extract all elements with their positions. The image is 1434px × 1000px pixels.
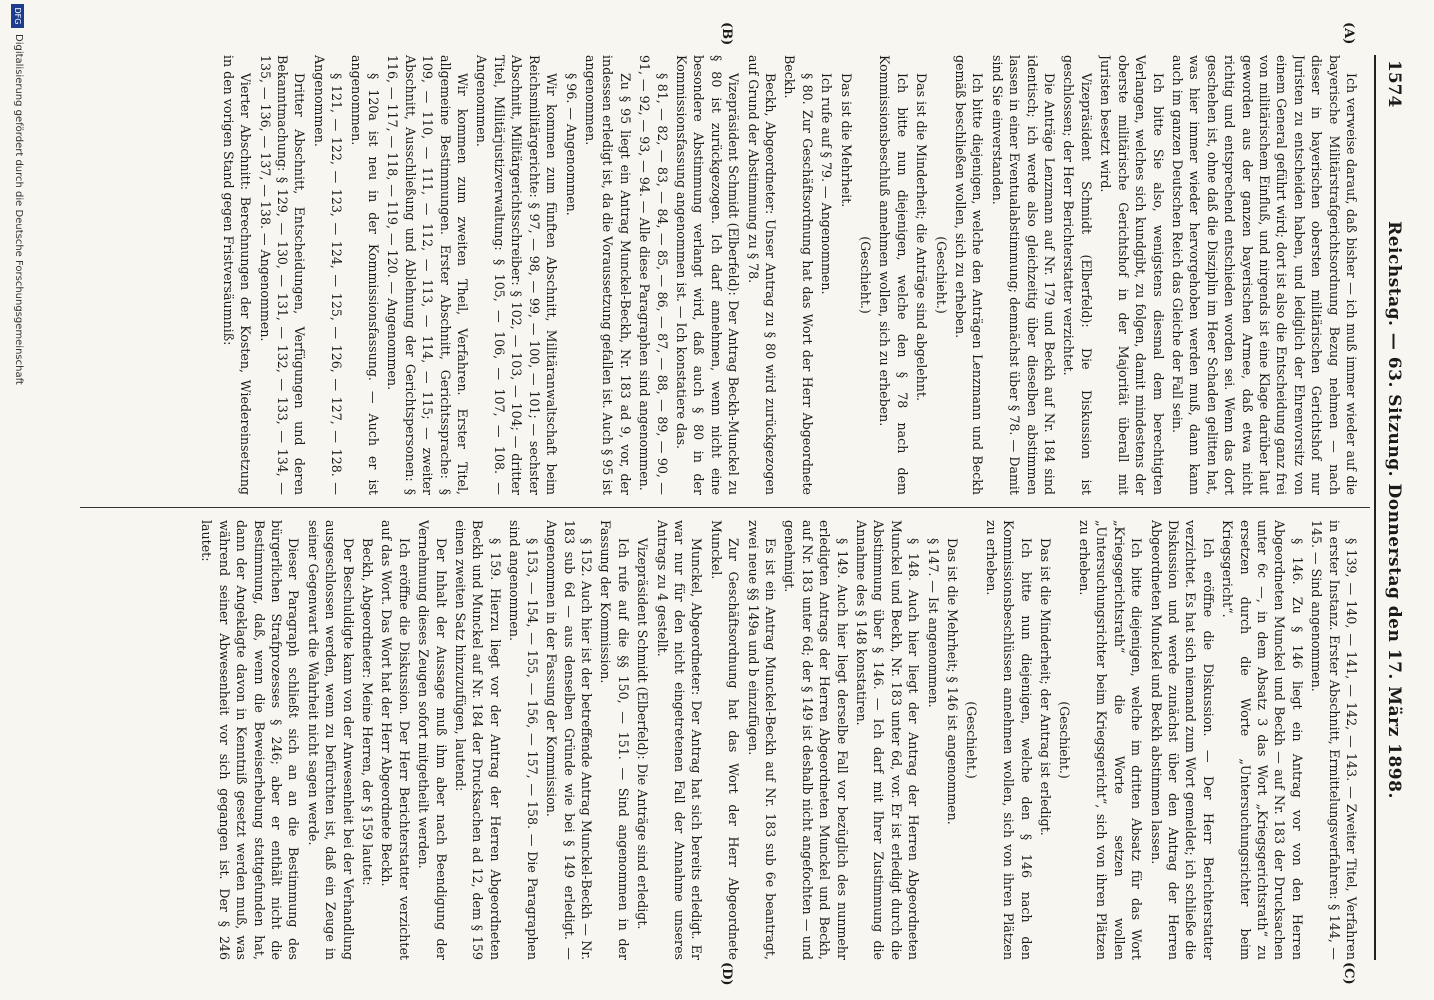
right-column-paragraph: Ich rufe auf die §§ 150, — 151. — Sind angenommen in der Fassung der Kommission. (598, 520, 631, 960)
right-column-paragraph: § 147. — Ist angenommen. (925, 538, 941, 708)
right-column-paragraph: Das ist die Minderheit; der Antrag ist erledigt. (1038, 538, 1054, 836)
right-column-paragraph: Beckh, Abgeordneter: Meine Herren, der § 159 lautet: (360, 538, 376, 886)
right-column-paragraph: Ich bitte nun diejenigen, welche den § 146 nach den Kommissionsbeschlüssen annehmen wollen, sich von ihren Plätzen zu erheben. (983, 520, 1034, 960)
page-header (1372, 60, 1412, 960)
left-column-paragraph: Ich bitte nun diejenigen, welche den § 78 nach dem Kommissionsbeschluß annehmen wollen, sich zu erheben. (877, 55, 910, 495)
left-column-paragraph: (Geschieht.) (858, 236, 874, 314)
right-column-paragraph: Ich bitte diejenigen, welche im dritten Absatz für das Wort „Kriegsgerichtsrath“ die Worte setzen wollen „Untersuchungsrichter beim Kriegsgericht“, sich von ihren Plätzen zu erheben. (1076, 520, 1145, 960)
right-column-paragraph: Der Beschuldigte kann von der Anwesenheit bei der Verhandlung ausgeschlossen werden, wenn zu befürchten ist, daß ein Zeuge in seiner Gegenwart die Wahrheit nicht sagen werde. (305, 520, 356, 960)
left-column-paragraph: Die Anträge Lenzmann auf Nr. 179 und Beckh auf Nr. 184 sind identisch; ich werde also gleichzeitig über dieselben abstimmen lassen in einer Eventualabstimmung; demnächst über § 78. — Damit sind Sie einverstanden. (989, 55, 1058, 495)
right-column-paragraph: § 139, — 140, — 141, — 142, — 143. — Zweiter Titel, Verfahren in erster Instanz. Erster Abschnitt, Ermittelungsverfahren: § 144, — 145. — Sind angenommen. (1309, 520, 1359, 960)
left-column-paragraph: Ich bitte Sie also, wenigstens diesmal dem berechtigten Verlangen, welches sich kundgibt, zu folgen, damit mindestens der oberste militärische Gerichtshof in der Majorität überall mit Juristen besetzt wird. (1098, 55, 1166, 495)
right-column-paragraph: § 148. Auch hier liegt der Antrag der Herren Abgeordneten Munckel und Beckh, Nr. 183 unter 6d, vor. Er ist erledigt durch die Abstimmung über § 146. — Ich darf mit Ihrer Zustimmung die Annahme des § 148 konstatiren. (854, 520, 922, 960)
left-column-paragraph: § 81, — 82, — 83, — 84, — 85, — 86, — 87, — 88, — 89, — 90, — 91, — 92, — 93, — 94. — Alle diese Paragraphen sind angenommen. (637, 55, 670, 495)
column-divider (80, 507, 1370, 508)
left-column-paragraph: Vizepräsident Schmidt (Elberfeld): Die Diskussion ist geschlossen; der Herr Berichterstatter verzichtet. (1061, 55, 1094, 495)
left-column-paragraph: Beckh, Abgeordneter: Unser Antrag zu § 80 wird zurückgezogen auf Grund der Abstimmung zu § 78. (745, 55, 778, 495)
margin-mark-a: (A) (1341, 22, 1356, 45)
right-column-paragraph: (Geschieht.) (964, 701, 980, 779)
right-column-paragraph: § 146. Zu § 146 liegt ein Antrag vor von den Herren Abgeordneten Munckel und Beckh — auf Nr. 183 der Drucksachen unter 6c —, in dem Absatz 3 das Wort „Kriegsgerichtsrath“ zu ersetzen durch die Worte „Untersuchungsrichter beim Kriegsgericht“. (1220, 520, 1305, 960)
footer-text: Digitalisierung gefördert durch die Deutsche Forschungsgemeinschaft (13, 34, 24, 385)
left-column-paragraph: Wir kommen zum fünften Abschnitt, Militäranwaltschaft beim Reichsmilitärgerichte: § 97, — 98, — 99, — 100, — 101; — sechster Abschnitt, Militärgerichtsschreiber: § 102, — 103, — 104; — dritter Titel, Militärjustizverwaltung: § 105, — 106, — 107, — 108. — Angenommen. (474, 55, 560, 495)
right-column-paragraph: Vizepräsident Schmidt (Elberfeld): Die Anträge sind erledigt. (635, 538, 651, 930)
left-column-paragraph: § 80. Zur Geschäftsordnung hat das Wort der Herr Abgeordnete Beckh. (782, 55, 815, 495)
right-column-paragraph: § 159. Hierzu liegt vor der Antrag der Herren Abgeordneten Beckh und Munckel auf Nr. 184 der Drucksachen ad 12, dem § 159 einen zweiten Satz hinzuzufügen, lautend: (453, 520, 503, 960)
left-column-paragraph: Das ist die Mehrheit. (838, 73, 854, 208)
right-column-paragraph: (Geschieht.) (1057, 701, 1073, 779)
page-title: Reichstag. — 63. Sitzung. Donnerstag den 17. März 1898. (1384, 221, 1404, 799)
left-column-paragraph: Dritter Abschnitt, Entscheidungen, Verfügungen und deren Bekanntmachung: § 129, — 130, — 131, — 132, — 133, — 134, — 135, — 136, — 137, — 138. — Angenommen. (257, 55, 308, 495)
right-column-paragraph: Zur Geschäftsordnung hat das Wort der Herr Abgeordnete Munckel. (708, 520, 742, 960)
left-column-paragraph: Das ist die Minderheit; die Anträge sind abgelehnt. (914, 73, 930, 402)
left-column-paragraph: § 96. — Angenommen. (563, 73, 579, 216)
left-column-paragraph: Ich bitte diejenigen, welche den Anträgen Lenzmann und Beckh gemäß beschließen wollen, sich zu erheben. (953, 55, 986, 495)
right-column-paragraph: Dieser Paragraph schließt sich an an die Bestimmung des bürgerlichen Strafprozesses § 246; aber er enthält nicht die Bestimmung, daß, wenn die Beweiserhebung stattgefunden hat, dann der Angeklagte davon in Kenntniß gesetzt werden muß, was während seiner Abwesenheit vor sich gegangen ist. Der § 246 lautet: (199, 520, 302, 960)
header-rule (1374, 55, 1376, 960)
dfg-logo-icon: DFG (11, 4, 24, 28)
margin-mark-b: (B) (719, 22, 734, 46)
left-column-paragraph: Ich rufe auf § 79. — Angenommen. (819, 73, 835, 295)
left-column-paragraph: Vierter Abschnitt: Berechnungen der Kosten, Wiedereinsetzung in den vorigen Stand gegen Fristversäumniß: (220, 55, 254, 495)
digitization-footer (6, 0, 26, 1000)
margin-mark-c: (C) (1341, 962, 1356, 985)
right-column-paragraph: Ich eröffne die Diskussion. Der Herr Berichterstatter verzichtet auf das Wort. Das Wort hat der Herr Abgeordnete Beckh. (379, 520, 412, 960)
left-column-paragraph: § 121, — 122, — 123, — 124, — 125, — 126, — 127, — 128. — Angenommen. (311, 55, 345, 495)
left-column-paragraph: Ich verweise darauf, daß bisher — ich muß immer wieder auf die bayerische Militärstrafgerichtsordnung Bezug nehmen — nach dieser in bayerischen obersten militärischen Gerichtshof nur Juristen zu entscheiden haben, und lediglich der Ehrenvorsitz von einem General geführt wird; dort ist also die Entscheidung ganz frei von militärischem Einfluß, und nirgends ist eine Klage darüber laut geworden aus der ganzen bayerischen Armee, daß etwa nicht richtig und entsprechend entschieden worden sei. Wenn das dort geschehen ist, ohne daß die Disziplin im Heer Schaden gelitten hat, was hier immer wieder hervorgehoben werden muß, dann kann auch im ganzen Deutschen Reich das Gleiche der Fall sein. (1169, 55, 1359, 495)
right-column-paragraph: § 149. Auch hier liegt derselbe Fall vor bezüglich des nunmehr erledigten Antrags der Herren Abgeordneten Munckel und Beckh, auf Nr. 183 unter 6d; der § 149 ist deshalb nicht angefochten — und genehmigt. (782, 520, 850, 960)
right-column-paragraph: § 152. Auch hier ist der betreffende Antrag Munckel-Beckh — Nr. 183 sub 6d — aus denselben Gründe wie bei § 149 erledigt. — Angenommen in der Fassung der Kommission. (544, 520, 594, 960)
left-column-paragraph: (Geschieht.) (933, 236, 949, 314)
right-column-paragraph: Ich eröffne die Diskussion. — Der Herr Berichterstatter verzichtet. Es hat sich niemand zum Wort gemeldet; ich schließe die Diskussion und werde zunächst über den Antrag der Herren Abgeordneten Munckel und Beckh abstimmen lassen. (1148, 520, 1216, 960)
right-column-paragraph: Der Inhalt der Aussage muß ihm aber nach Beendigung der Vernehmung dieses Zeugen sofort mitgetheilt werden. (416, 520, 449, 960)
left-column-paragraph: Zu § 95 liegt ein Antrag Munckel-Beckh, Nr. 183 ad 9, vor, der indessen erledigt ist, da die Voraussetzung gefallen ist. Auch § 95 ist angenommen. (582, 55, 633, 495)
right-column-paragraph: Munckel, Abgeordneter: Der Antrag hat sich bereits erledigt. Er war nur für den nicht eingetretenen Fall der Annahme unseres Antrags zu 4 gestellt. (654, 520, 705, 960)
right-column-paragraph: Das ist die Mehrheit; § 146 ist angenommen. (945, 538, 961, 825)
page-number: 1574 (1384, 60, 1404, 108)
left-column-paragraph: Vizepräsident Schmidt (Elberfeld): Der Antrag Beckh-Munckel zu § 80 ist zurückgezogen. Ich darf annehmen, wenn nicht eine besondere Abstimmung verlangt wird, daß auch § 80 in der Kommissionsfassung angenommen ist. — Ich konstatiere das. (673, 55, 742, 495)
left-column (80, 55, 1360, 495)
right-column-paragraph: § 153, — 154, — 155, — 156, — 157, — 158. — Die Paragraphen sind angenommen. (507, 520, 540, 960)
right-column-paragraph: Es ist ein Antrag Munckel-Beckh auf Nr. 183 sub 6e beantragt, zwei neue §§ 149a und b einzufügen. (745, 520, 778, 960)
left-column-paragraph: § 120a ist neu in der Kommissionsfassung. — Auch er ist angenommen. (348, 55, 382, 495)
margin-mark-d: (D) (719, 962, 734, 986)
left-column-paragraph: Wir kommen zum zweiten Theil, Verfahren. Erster Titel, allgemeine Bestimmungen. Erster Abschnitt, Gerichtssprache: § 109, — 110, — 111, — 112, — 113, — 114, — 115; — zweiter Abschnitt, Ausschließung und Ablehnung der Gerichtspersonen: § 116, — 117, — 118, — 119, — 120. — Angenommen. (385, 55, 471, 495)
right-column (80, 520, 1360, 960)
